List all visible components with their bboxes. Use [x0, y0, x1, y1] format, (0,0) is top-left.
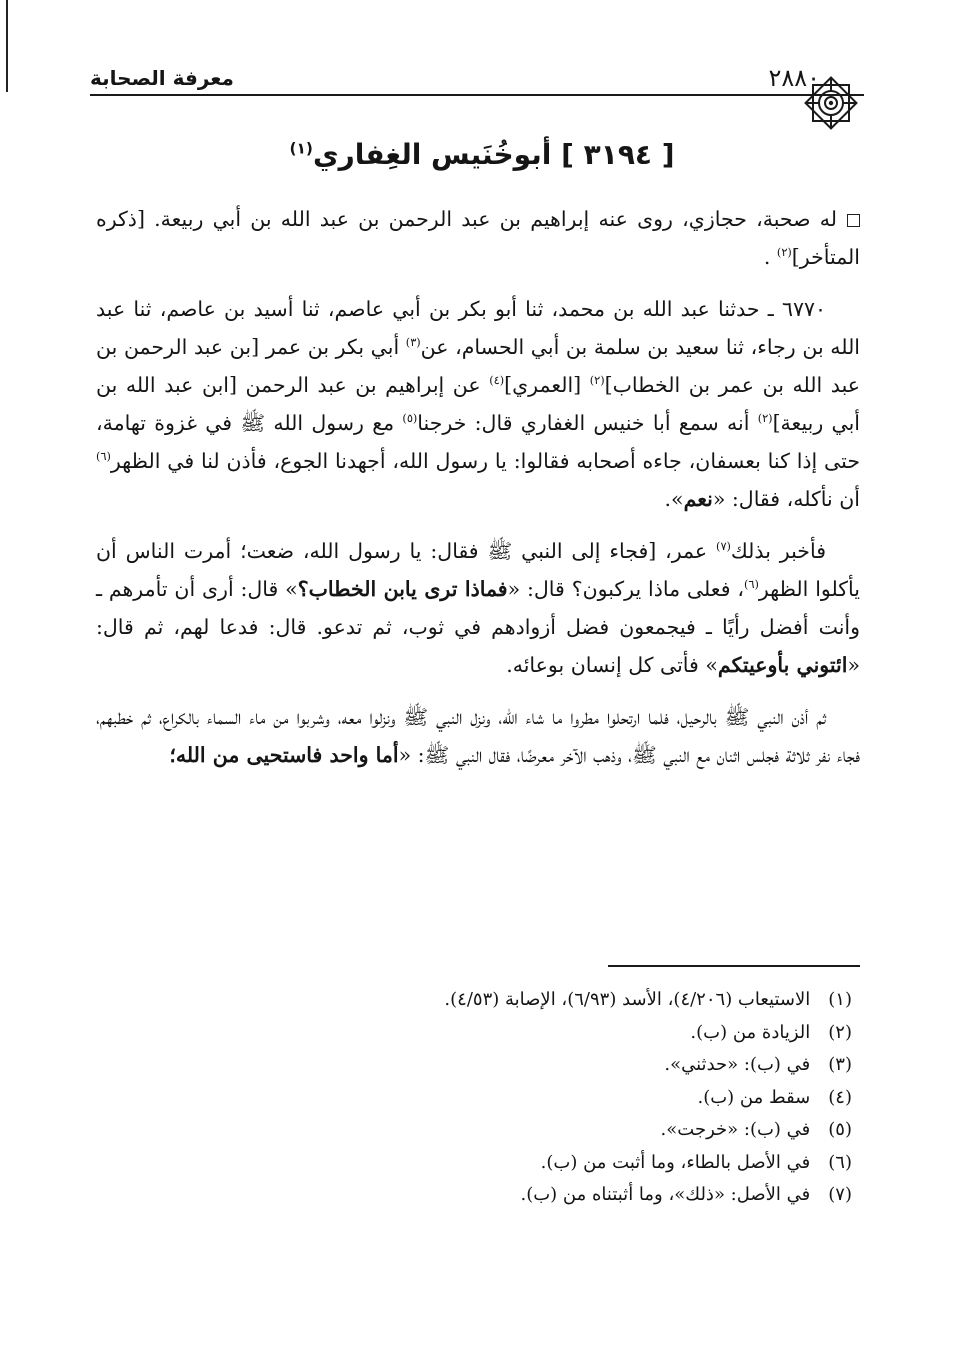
- footnote-number: (٢): [828, 1021, 852, 1043]
- footnote-ref: (٧): [716, 540, 731, 554]
- hadith-text: عن إبراهيم بن عبد الرحمن [ابن عبد الله بن أبي ربيعة]: [96, 373, 860, 435]
- footnote-ref: (٢): [757, 412, 773, 426]
- hadith-text: مع رسول الله ﷺ في غزوة تهامة، حتى إذا كنا بعسفان، جاءه أصحابه فقالوا: يا رسول الله، أجهدنا الجوع، فأذن لنا في الظهر: [96, 411, 860, 473]
- intro-paragraph: [96, 200, 860, 276]
- hadith-text: ثم أذن النبي ﷺ بالرحيل، فلما ارتحلوا مطروا ما شاء الله، ونزل النبي ﷺ ونزلوا معه، وشربوا من ماء السماء بالكراع، ثم خطبهم، فجاء نفر ثلاثة فجلس اثنان مع النبي ﷺ، وذهب الآخر معرضًا، فقال النبي ﷺ: «: [96, 705, 860, 767]
- square-bullet-icon: [847, 214, 860, 227]
- hadith-text: ».: [664, 487, 684, 511]
- footnote-number: (١): [828, 989, 852, 1010]
- intro-end: .: [763, 245, 777, 269]
- prophet-quote: نعم: [683, 487, 713, 511]
- footnote-ref: (٢): [589, 374, 605, 388]
- entry-title-footnote-ref: (١): [289, 139, 313, 158]
- footnote-text: سقط من (ب).: [697, 1086, 811, 1108]
- hadith-text: فأخبر بذلك: [730, 539, 826, 563]
- footnote-ref: (٥): [402, 412, 418, 426]
- hadith-text: عمر، [فجاء إلى النبي ﷺ فقال: يا رسول الله، ضعت؛ أمرت الناس أن يأكلوا الظهر: [96, 539, 860, 601]
- entry-title-text: [ ٣١٩٤ ] أبوخُنَيس الغِفاري: [312, 138, 675, 171]
- footnote-item: [120, 1179, 852, 1212]
- footnote-text: في (ب): «حدثني».: [664, 1054, 811, 1075]
- footnote-ref: (٤): [489, 374, 505, 388]
- hadith-text: أبي بكر بن عمر [بن عبد الرحمن بن عبد الله بن عمر بن الخطاب]: [96, 335, 860, 397]
- footnote-item: [120, 1114, 852, 1147]
- book-title: معرفة الصحابة: [90, 66, 234, 90]
- footnote-item: [120, 984, 852, 1017]
- prophet-quote: أما واحد فاستحيى من الله؛: [169, 743, 399, 767]
- scan-edge-mark: [6, 0, 8, 92]
- hadith-text: » قال: أرى أن تأمرهم ـ وأنت أفضل رأيًا ـ فيجمعون فضل أزوادهم في ثوب، ثم تدعو. قال: فدعا لهم، ثم قال: «: [96, 577, 860, 677]
- prophet-quote: فماذا ترى يابن الخطاب؟: [297, 577, 508, 601]
- hadith-paragraph-3: [96, 698, 860, 774]
- entry-title: [120, 138, 844, 171]
- footnote-text: في الأصل: «ذلك»، وما أثبتناه من (ب).: [520, 1184, 811, 1205]
- footnote-number: (٥): [828, 1119, 852, 1140]
- footnote-item: [120, 1082, 852, 1115]
- hadith-text: » فأتى كل إنسان بوعائه.: [506, 653, 718, 677]
- footnote-number: (٧): [828, 1184, 852, 1205]
- footnote-separator: [608, 965, 860, 967]
- prophet-quote: ائتوني بأوعيتكم: [717, 653, 848, 677]
- page-header: [90, 52, 864, 96]
- hadith-paragraph-2: [96, 532, 860, 684]
- footnote-item: [120, 1017, 852, 1050]
- footnote-item: [120, 1049, 852, 1082]
- footnote-text: في الأصل بالطاء، وما أثبت من (ب).: [540, 1151, 811, 1173]
- header-rule: [90, 94, 864, 96]
- hadith-text: أنه سمع أبا خنيس الغفاري قال: خرجنا: [417, 411, 758, 435]
- footnotes-list: [120, 984, 852, 1212]
- footnote-text: الاستيعاب (٤/٢٠٦)، الأسد (٦/٩٣)، الإصابة (٤/٥٣).: [444, 989, 811, 1010]
- footnote-ref: (٦): [743, 578, 759, 592]
- intro-text: له صحبة، حجازي، روى عنه إبراهيم بن عبد الرحمن بن عبد الله بن أبي ربيعة. [ذكره المتأخر]: [96, 207, 860, 269]
- footnote-item: [120, 1147, 852, 1180]
- footnote-ref: (٦): [96, 450, 111, 464]
- hadith-text: [العمري]: [504, 373, 590, 397]
- star-ornament-icon: [800, 72, 862, 134]
- hadith-paragraph-1: [96, 290, 860, 518]
- main-text: [96, 200, 860, 788]
- footnote-text: الزيادة من (ب).: [690, 1021, 811, 1043]
- footnote-number: (٣): [828, 1054, 852, 1075]
- hadith-text: أن نأكله، فقال: «: [712, 487, 860, 511]
- hadith-text: ٦٧٧٠ ـ حدثنا عبد الله بن محمد، ثنا أبو بكر بن أبي عاصم، ثنا أسيد بن عاصم، ثنا عبد الله بن رجاء، ثنا سعيد بن سلمة بن أبي الحسام، عن: [96, 297, 861, 359]
- footnote-text: في (ب): «خرجت».: [660, 1119, 811, 1140]
- footnote-ref: (٢): [776, 246, 792, 260]
- page-number: ٢٨٨٠: [768, 64, 820, 92]
- footnote-number: (٤): [828, 1086, 852, 1108]
- footnote-ref: (٣): [405, 336, 421, 350]
- hadith-text: ، فعلى ماذا يركبون؟ قال: «: [507, 577, 744, 601]
- footnote-number: (٦): [828, 1151, 852, 1173]
